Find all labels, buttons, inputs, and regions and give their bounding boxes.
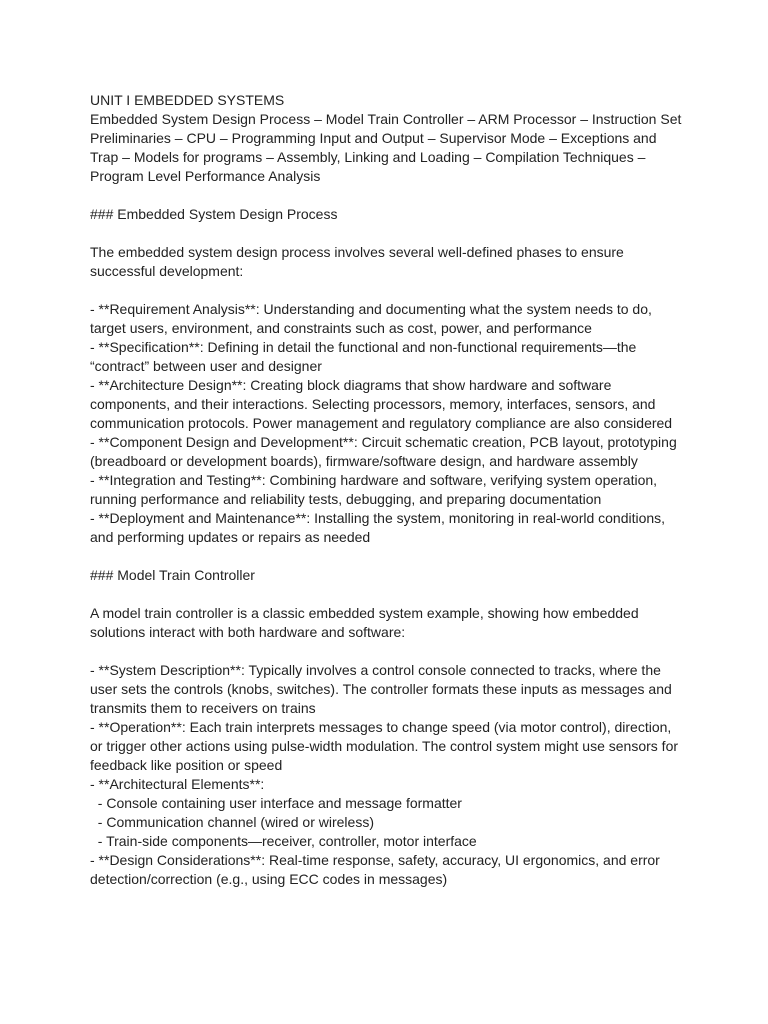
text-line: components, and their interactions. Selecting processors, memory, interfaces, sensors, and <box>90 396 656 412</box>
unit-title: UNIT I EMBEDDED SYSTEMS <box>90 92 285 108</box>
text-line: Trap – Models for programs – Assembly, Linking and Loading – Compilation Techniques – <box>90 149 646 165</box>
blank-line <box>90 642 690 661</box>
text-line: feedback like position or speed <box>90 757 283 773</box>
list-item-line: - **Integration and Testing**: Combining hardware and software, verifying system operation, <box>90 472 658 488</box>
blank-line <box>90 186 690 205</box>
list-item-line: - **System Description**: Typically involves a control console connected to tracks, where the <box>90 662 661 678</box>
list-item-line: - **Component Design and Development**: Circuit schematic creation, PCB layout, prototyping <box>90 434 677 450</box>
section-heading: ### Model Train Controller <box>90 567 255 583</box>
text-line: detection/correction (e.g., using ECC codes in messages) <box>90 871 448 887</box>
text-line: Preliminaries – CPU – Programming Input and Output – Supervisor Mode – Exceptions and <box>90 130 657 146</box>
list-item-line: - Train-side components—receiver, controller, motor interface <box>90 833 477 849</box>
text-line: running performance and reliability tests, debugging, and preparing documentation <box>90 491 602 507</box>
list-item-line: - **Design Considerations**: Real-time response, safety, accuracy, UI ergonomics, and error <box>90 852 660 868</box>
list-item-line: - **Requirement Analysis**: Understanding and documenting what the system needs to do, <box>90 301 652 317</box>
document-page <box>90 91 690 889</box>
blank-line <box>90 224 690 243</box>
list-item-line: - **Operation**: Each train interprets messages to change speed (via motor control), direction, <box>90 719 672 735</box>
text-line: transmits them to receivers on trains <box>90 700 316 716</box>
blank-line <box>90 547 690 566</box>
list-item-line: - **Architecture Design**: Creating block diagrams that show hardware and software <box>90 377 612 393</box>
list-item-line: - **Architectural Elements**: <box>90 776 265 792</box>
text-line: Embedded System Design Process – Model Train Controller – ARM Processor – Instruction Set <box>90 111 682 127</box>
list-item-line: - **Specification**: Defining in detail the functional and non-functional requirements—the <box>90 339 637 355</box>
text-line: “contract” between user and designer <box>90 358 322 374</box>
list-item-line: - Console containing user interface and message formatter <box>90 795 462 811</box>
text-line: target users, environment, and constraints such as cost, power, and performance <box>90 320 592 336</box>
text-line: The embedded system design process involves several well-defined phases to ensure <box>90 244 624 260</box>
section-heading: ### Embedded System Design Process <box>90 206 338 222</box>
text-line: and performing updates or repairs as needed <box>90 529 371 545</box>
text-line: successful development: <box>90 263 244 279</box>
text-line: user sets the controls (knobs, switches). The controller formats these inputs as messages and <box>90 681 672 697</box>
text-line: communication protocols. Power management and regulatory compliance are also considered <box>90 415 673 431</box>
text-line: A model train controller is a classic embedded system example, showing how embedded <box>90 605 639 621</box>
text-line: (breadboard or development boards), firmware/software design, and hardware assembly <box>90 453 638 469</box>
list-item-line: - **Deployment and Maintenance**: Installing the system, monitoring in real-world conditions, <box>90 510 666 526</box>
list-item-line: - Communication channel (wired or wireless) <box>90 814 374 830</box>
text-line: Program Level Performance Analysis <box>90 168 321 184</box>
text-line: solutions interact with both hardware and software: <box>90 624 406 640</box>
text-line: or trigger other actions using pulse-width modulation. The control system might use sensors for <box>90 738 679 754</box>
blank-line <box>90 585 690 604</box>
blank-line <box>90 281 690 300</box>
